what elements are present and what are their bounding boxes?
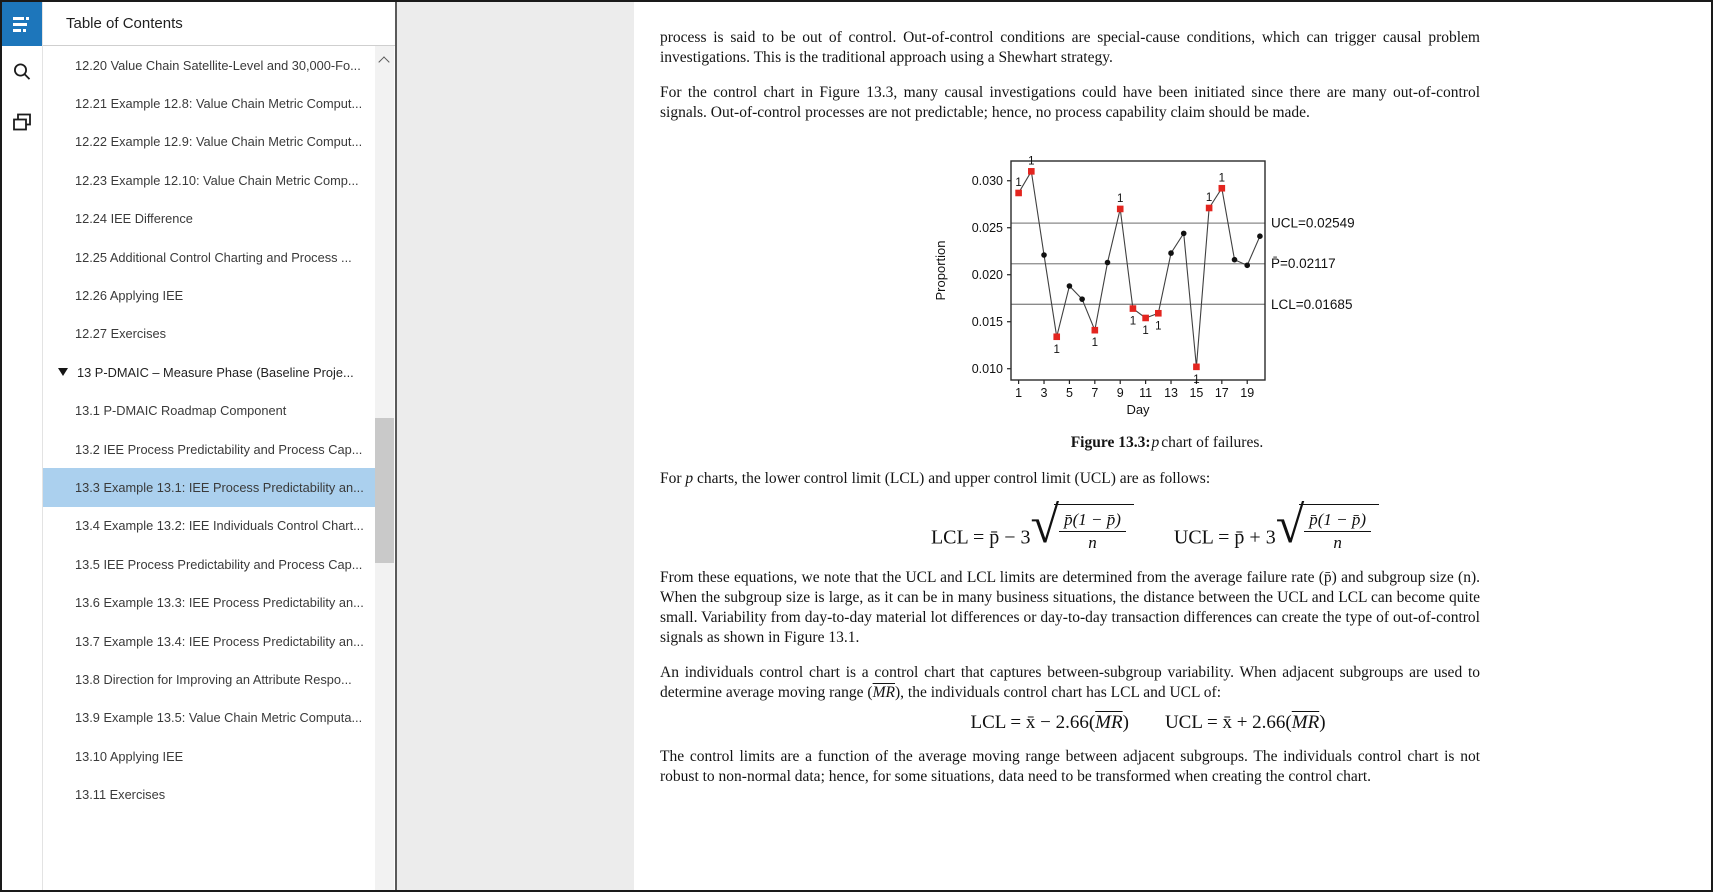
paragraph: For the control chart in Figure 13.3, many causal investigations could have been initiated since there are many out-of-control signals. Out-of-control processes are not predictable; hence, no process capability claim should be made. <box>660 84 1480 121</box>
sqrt-radical: √ $\frac{p̄(1 - p̄)}{n}$ <box>1276 504 1379 552</box>
svg-text:0.015: 0.015 <box>971 314 1003 329</box>
toc-title: Table of Contents <box>66 15 183 32</box>
p-chart <box>932 145 1402 423</box>
svg-text:1: 1 <box>1205 191 1213 204</box>
svg-text:1: 1 <box>1028 155 1035 168</box>
toc-item-label: 13.9 Example 13.5: Value Chain Metric Computa... <box>75 710 363 726</box>
lcl-individuals-equation: LCL = x̄ − $2.66(\overline{MR})$ <box>970 712 1129 734</box>
toc-item[interactable] <box>43 46 375 84</box>
svg-text:1: 1 <box>1015 176 1022 189</box>
svg-text:17: 17 <box>1214 386 1229 400</box>
toc-item-label: 13.6 Example 13.3: IEE Process Predictability an... <box>75 595 364 611</box>
p-chart-control-limit-equations <box>745 496 1565 554</box>
toc-item[interactable] <box>43 507 375 545</box>
sqrt-radical: √ $\frac{p̄(1 - p̄)}{n}$ <box>1031 504 1134 552</box>
toc-item-label: 13.8 Direction for Improving an Attribute Respo... <box>75 671 352 687</box>
scrollbar-thumb[interactable] <box>375 418 394 563</box>
toc-item-label: 12.26 Applying IEE <box>75 288 184 304</box>
svg-text:0.020: 0.020 <box>971 267 1003 282</box>
toc-item[interactable] <box>43 737 375 775</box>
toc-item[interactable] <box>43 775 375 813</box>
toc-item[interactable] <box>43 238 375 276</box>
toc-item-label: 12.24 IEE Difference <box>75 211 193 227</box>
toc-item-label: 13.3 Example 13.1: IEE Process Predictability an... <box>75 479 364 495</box>
toc-list <box>43 46 375 890</box>
toc-item-label: 12.22 Example 12.9: Value Chain Metric Comput... <box>75 134 363 150</box>
toc-scrollbar[interactable] <box>375 46 394 890</box>
ucl-individuals-equation: UCL = x̄ + $2.66(\overline{MR})$ <box>1164 712 1326 734</box>
toc-item[interactable] <box>43 392 375 430</box>
figure-caption <box>932 433 1402 453</box>
svg-text:9: 9 <box>1116 386 1124 400</box>
mr-bar-variable: $\overline{MR}$ <box>872 684 895 702</box>
svg-text:15: 15 <box>1189 386 1204 400</box>
figure-13-3 <box>932 145 1402 453</box>
toc-icon <box>13 17 31 32</box>
svg-text:1: 1 <box>1142 324 1149 337</box>
toc-item[interactable] <box>43 468 375 506</box>
toc-item[interactable] <box>43 622 375 660</box>
toc-item[interactable] <box>43 545 375 583</box>
svg-text:0.025: 0.025 <box>971 220 1003 235</box>
reader-background <box>397 2 1711 890</box>
toc-item-label: 13 P-DMAIC – Measure Phase (Baseline Proje... <box>77 364 354 380</box>
toc-item[interactable] <box>43 430 375 468</box>
pages-icon <box>12 113 32 132</box>
svg-text:1: 1 <box>1053 343 1060 356</box>
toc-item-label: 13.5 IEE Process Predictability and Process Cap... <box>75 556 363 572</box>
toc-item[interactable] <box>43 123 375 161</box>
toc-item-label: 12.27 Exercises <box>75 326 167 342</box>
svg-text:1: 1 <box>1015 386 1023 400</box>
svg-text:UCL=0.02549: UCL=0.02549 <box>1271 215 1355 231</box>
toc-item-label: 12.20 Value Chain Satellite-Level and 30,000-Fo... <box>75 57 361 73</box>
svg-text:1: 1 <box>1218 172 1226 185</box>
paragraph: process is said to be out of control. Out-of-control conditions are special-cause conditions, which can trigger causal problem investigations. This is the traditional approach using a Shewhart strategy. <box>660 29 1480 66</box>
toc-item[interactable] <box>43 315 375 353</box>
ucl-equation: UCL = p̄ + 3 √ $\frac{p̄(1 - p̄)}{n}$ <box>1174 504 1379 552</box>
sidebar-rail <box>2 2 43 890</box>
svg-text:1: 1 <box>1193 373 1200 386</box>
svg-text:Day: Day <box>1126 402 1150 417</box>
toc-item-label: 12.25 Additional Control Charting and Process ... <box>75 249 352 265</box>
svg-text:1: 1 <box>1155 320 1162 333</box>
paragraph: For p charts, the lower control limit (LCL) and upper control limit (UCL) are as follows: <box>660 470 1211 487</box>
svg-text:1: 1 <box>1091 337 1099 350</box>
toc-item[interactable] <box>43 699 375 737</box>
lcl-equation: LCL = p̄ − 3 √ $\frac{p̄(1 - p̄)}{n}$ <box>931 504 1134 552</box>
toc-item[interactable] <box>43 583 375 621</box>
toc-item[interactable] <box>43 660 375 698</box>
search-button[interactable] <box>2 50 42 94</box>
toc-item[interactable] <box>43 200 375 238</box>
svg-text:19: 19 <box>1240 386 1255 400</box>
paragraph: An individuals control chart is a control chart that captures between-subgroup variability. When adjacent subgroups are used to determine average moving range $(\overline{MR})$, the individuals control chart has LCL and UCL of: <box>660 664 1480 702</box>
toc-button[interactable] <box>2 2 42 46</box>
svg-text:13: 13 <box>1164 386 1178 400</box>
individuals-control-limit-equations <box>738 713 1558 733</box>
toc-item-label: 13.2 IEE Process Predictability and Process Cap... <box>75 441 363 457</box>
svg-text:5: 5 <box>1065 386 1073 400</box>
svg-text:0.010: 0.010 <box>971 361 1003 376</box>
svg-text:1: 1 <box>1117 192 1124 205</box>
svg-text:LCL=0.01685: LCL=0.01685 <box>1271 296 1353 312</box>
collapse-triangle-icon[interactable] <box>58 368 68 376</box>
svg-text:11: 11 <box>1139 386 1153 400</box>
pages-button[interactable] <box>2 100 42 144</box>
toc-item[interactable] <box>43 276 375 314</box>
document-page <box>634 2 1711 890</box>
toc-panel <box>43 2 397 890</box>
svg-text:Proportion: Proportion <box>933 240 948 301</box>
svg-text:P̄=0.02117: P̄=0.02117 <box>1271 256 1336 272</box>
caption-variable: p <box>1151 434 1160 451</box>
caption-text: chart of failures. <box>1161 434 1264 451</box>
variable-p: p <box>685 470 694 487</box>
svg-text:1: 1 <box>1129 315 1137 328</box>
search-icon <box>12 62 32 82</box>
svg-text:3: 3 <box>1040 386 1048 400</box>
toc-item-label: 13.11 Exercises <box>75 787 166 803</box>
svg-text:7: 7 <box>1091 386 1099 400</box>
page-content <box>634 2 1480 787</box>
toc-item-label: 12.21 Example 12.8: Value Chain Metric Comput... <box>75 96 363 112</box>
toc-item-label: 13.10 Applying IEE <box>75 748 184 764</box>
scrollbar-up-arrow-icon[interactable] <box>378 56 389 67</box>
toc-item[interactable] <box>43 161 375 199</box>
toc-item-label: 13.4 Example 13.2: IEE Individuals Control Chart... <box>75 518 364 534</box>
svg-text:0.030: 0.030 <box>971 173 1003 188</box>
toc-item-label: 13.7 Example 13.4: IEE Process Predictability an... <box>75 633 364 649</box>
paragraph: From these equations, we note that the UCL and LCL limits are determined from the average failure rate (p̄) and subgroup size (n). When the subgroup size is large, as it can be in many business situations, the distance between the UCL and LCL can become quite small. Variability from day-to-day material lot differences or day-to-day transaction differences can create the type of out-of-control signals as shown in Figure 13.1. <box>660 569 1480 647</box>
paragraph: The control limits are a function of the average moving range between adjacent subgroups. The individuals control chart is not robust to non-normal data; hence, for some situations, data need to be transformed when creating the control chart. <box>660 748 1480 786</box>
caption-label: Figure 13.3: <box>1070 434 1151 451</box>
toc-item[interactable] <box>43 84 375 122</box>
toc-header <box>43 2 395 46</box>
toc-item-label: 13.1 P-DMAIC Roadmap Component <box>75 403 287 419</box>
toc-item-label: 12.23 Example 12.10: Value Chain Metric Comp... <box>75 172 359 188</box>
toc-item[interactable] <box>43 353 375 391</box>
